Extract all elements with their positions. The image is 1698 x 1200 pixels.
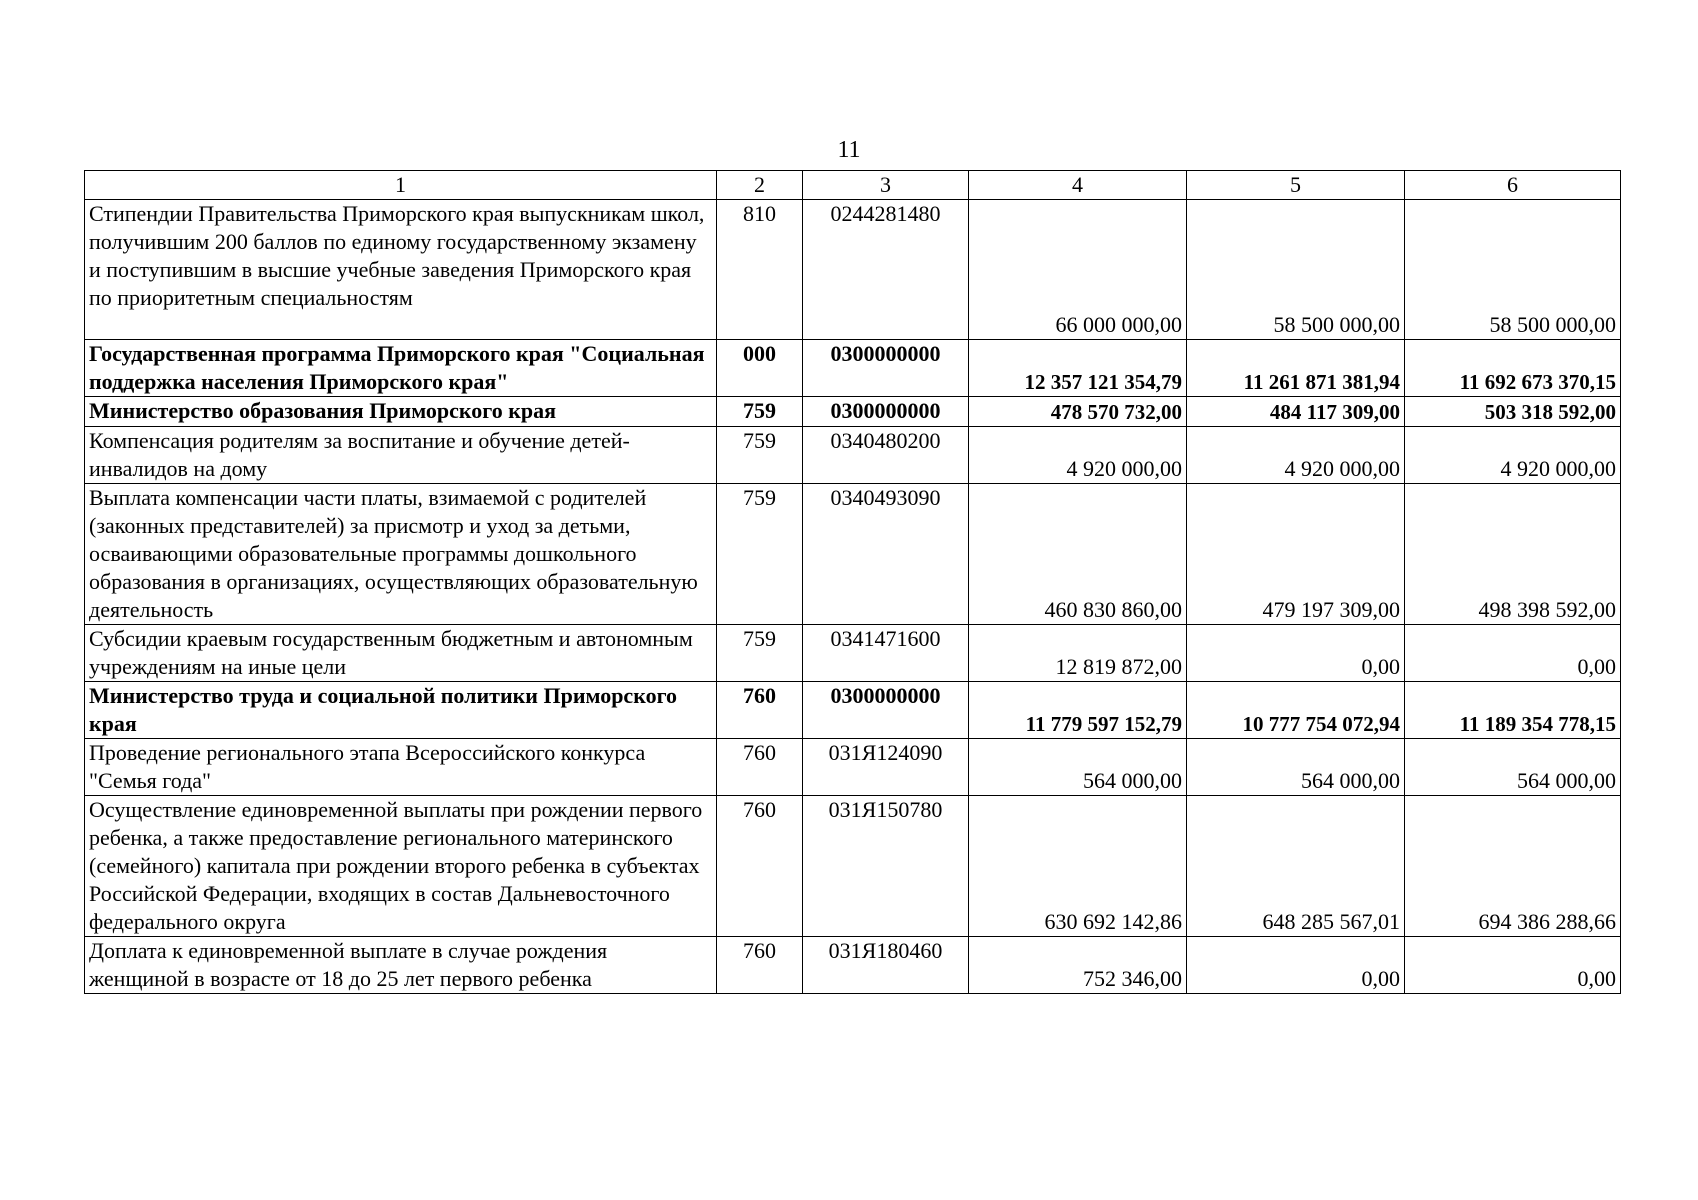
row-code: 759 [717,427,803,484]
row-target: 0340480200 [803,427,969,484]
table-row [85,937,1621,994]
header-cell-1: 1 [85,171,717,200]
row-target: 0300000000 [803,397,969,427]
row-value-4: 630 692 142,86 [969,796,1187,937]
row-value-5: 4 920 000,00 [1187,427,1405,484]
row-value-5: 484 117 309,00 [1187,397,1405,427]
row-code: 760 [717,937,803,994]
row-name: Доплата к единовременной выплате в случае рождения женщиной в возрасте от 18 до 25 лет первого ребенка [85,937,717,994]
row-name: Министерство образования Приморского края [85,397,717,427]
table-row [85,484,1621,625]
table-row [85,682,1621,739]
header-cell-5: 5 [1187,171,1405,200]
table-header-row [85,171,1621,200]
row-value-6: 58 500 000,00 [1405,200,1621,340]
row-target: 0340493090 [803,484,969,625]
table-row [85,397,1621,427]
row-code: 810 [717,200,803,340]
row-code: 760 [717,682,803,739]
row-code: 759 [717,484,803,625]
row-target: 031Я150780 [803,796,969,937]
row-name: Проведение регионального этапа Всероссийского конкурса "Семья года" [85,739,717,796]
table-row [85,427,1621,484]
row-value-4: 11 779 597 152,79 [969,682,1187,739]
row-target: 031Я124090 [803,739,969,796]
header-cell-4: 4 [969,171,1187,200]
row-value-5: 58 500 000,00 [1187,200,1405,340]
row-code: 760 [717,739,803,796]
table-row [85,200,1621,340]
header-cell-3: 3 [803,171,969,200]
table-row [85,625,1621,682]
row-value-6: 4 920 000,00 [1405,427,1621,484]
row-name: Компенсация родителям за воспитание и обучение детей-инвалидов на дому [85,427,717,484]
row-code: 759 [717,397,803,427]
row-value-6: 503 318 592,00 [1405,397,1621,427]
row-target: 0341471600 [803,625,969,682]
row-value-6: 694 386 288,66 [1405,796,1621,937]
row-value-5: 648 285 567,01 [1187,796,1405,937]
row-target: 0244281480 [803,200,969,340]
row-value-4: 564 000,00 [969,739,1187,796]
budget-table [84,170,1621,994]
row-value-4: 478 570 732,00 [969,397,1187,427]
row-value-4: 66 000 000,00 [969,200,1187,340]
row-name: Государственная программа Приморского края "Социальная поддержка населения Приморского края" [85,340,717,397]
row-code: 000 [717,340,803,397]
row-name: Субсидии краевым государственным бюджетным и автономным учреждениям на иные цели [85,625,717,682]
header-cell-6: 6 [1405,171,1621,200]
row-value-4: 12 357 121 354,79 [969,340,1187,397]
row-value-5: 564 000,00 [1187,739,1405,796]
table-row [85,739,1621,796]
page-number: 11 [837,137,861,163]
header-cell-2: 2 [717,171,803,200]
row-value-5: 11 261 871 381,94 [1187,340,1405,397]
row-value-5: 10 777 754 072,94 [1187,682,1405,739]
row-value-4: 12 819 872,00 [969,625,1187,682]
row-value-6: 0,00 [1405,625,1621,682]
row-value-4: 4 920 000,00 [969,427,1187,484]
row-name: Выплата компенсации части платы, взимаемой с родителей (законных представителей) за присмотр и уход за детьми, осваивающими образовательные программы дошкольного образования в организациях, осуществляющих образовательную деятельность [85,484,717,625]
row-value-6: 11 189 354 778,15 [1405,682,1621,739]
row-value-4: 752 346,00 [969,937,1187,994]
row-code: 760 [717,796,803,937]
row-value-4: 460 830 860,00 [969,484,1187,625]
row-target: 0300000000 [803,340,969,397]
row-target: 0300000000 [803,682,969,739]
row-value-6: 0,00 [1405,937,1621,994]
table-row [85,340,1621,397]
row-value-5: 0,00 [1187,625,1405,682]
row-name: Стипендии Правительства Приморского края выпускникам школ, получившим 200 баллов по единому государственному экзамену и поступившим в высшие учебные заведения Приморского края по приоритетным специальностям [85,200,717,340]
row-value-5: 0,00 [1187,937,1405,994]
row-target: 031Я180460 [803,937,969,994]
row-name: Министерство труда и социальной политики Приморского края [85,682,717,739]
row-value-5: 479 197 309,00 [1187,484,1405,625]
table-row [85,796,1621,937]
row-code: 759 [717,625,803,682]
row-value-6: 11 692 673 370,15 [1405,340,1621,397]
row-value-6: 498 398 592,00 [1405,484,1621,625]
row-value-6: 564 000,00 [1405,739,1621,796]
row-name: Осуществление единовременной выплаты при рождении первого ребенка, а также предоставление регионального материнского (семейного) капитала при рождении второго ребенка в субъектах Российской Федерации, входящих в состав Дальневосточного федерального округа [85,796,717,937]
